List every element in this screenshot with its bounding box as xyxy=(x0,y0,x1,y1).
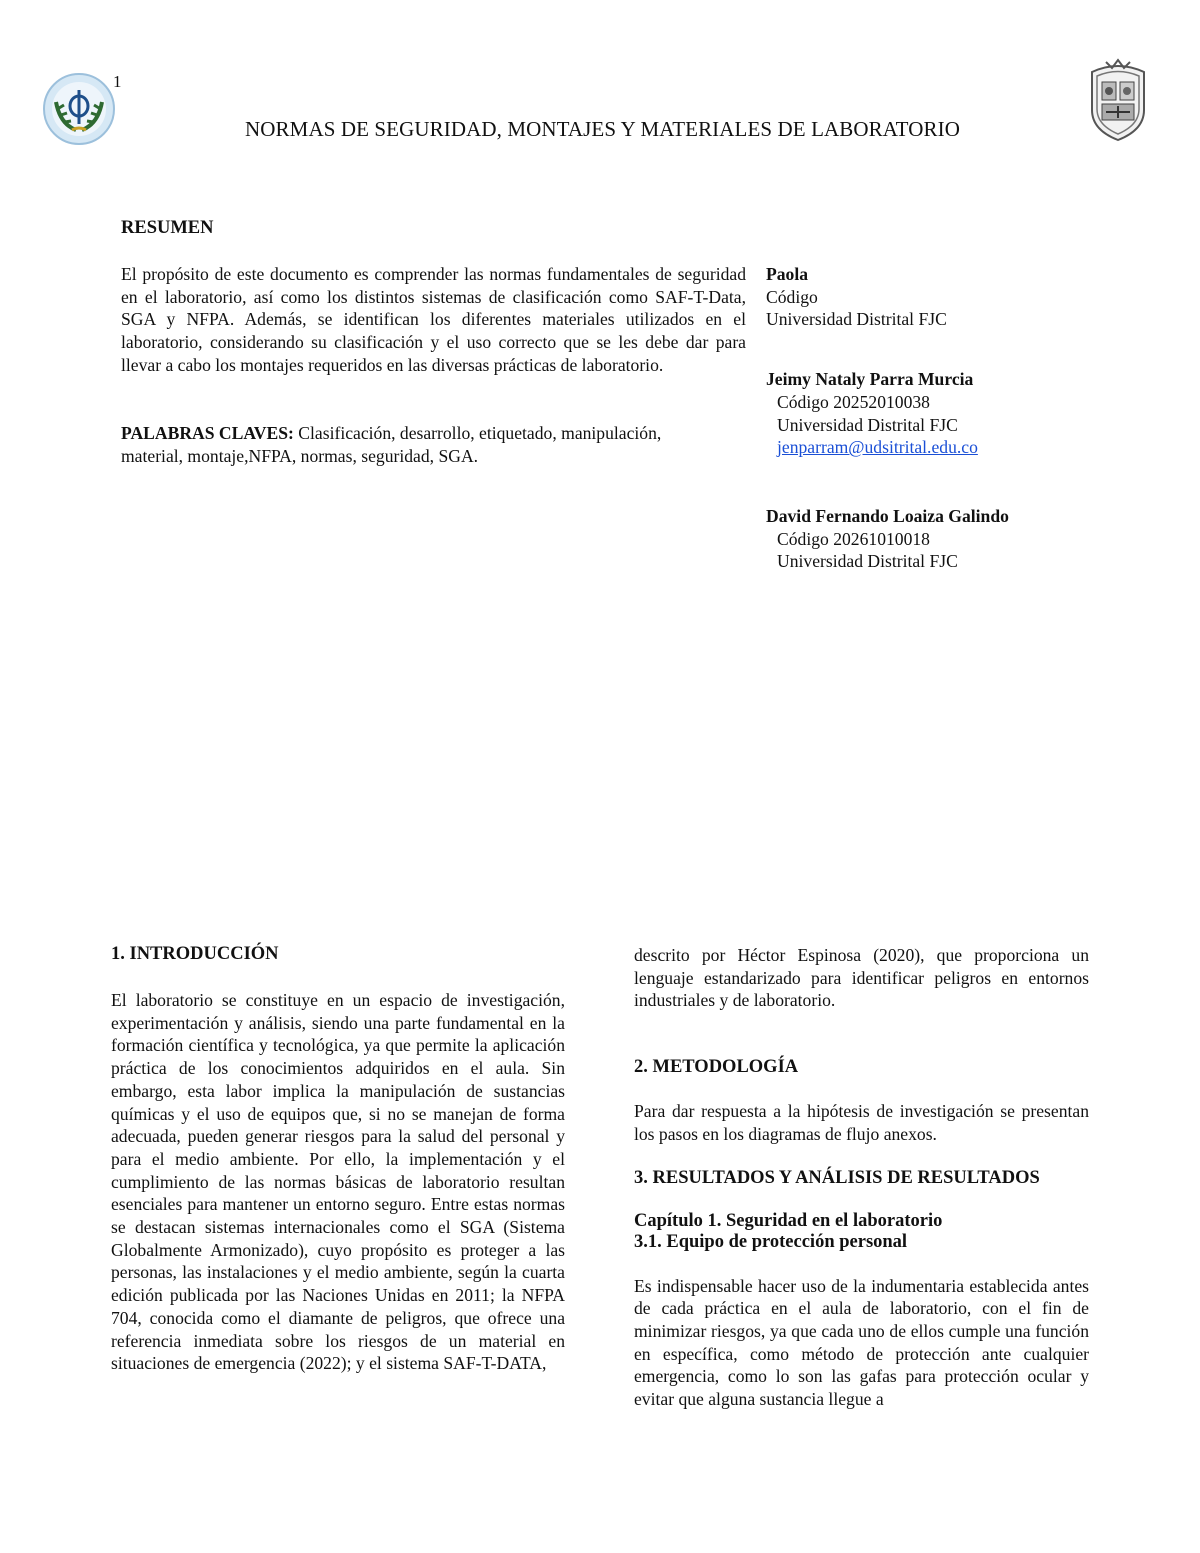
abstract-heading: RESUMEN xyxy=(121,218,214,238)
results-body: Es indispensable hacer uso de la indumentaria establecida antes de cada práctica en el aula de laboratorio, con el fin de minimizar riesgos, ya que cada uno de ellos cumple una función en específica, como método de protección ante cualquier emergencia, como lo son las gafas para protección ocular y evitar que alguna sustancia llegue a xyxy=(634,1275,1089,1410)
author-code: Código xyxy=(766,286,818,307)
author-1 xyxy=(766,263,1066,331)
author-university: Universidad Distrital FJC xyxy=(766,309,947,330)
author-name: David Fernando Loaiza Galindo xyxy=(766,505,1009,526)
introduction-body: El laboratorio se constituye en un espacio de investigación, experimentación y análisis, siendo una parte fundamental en la formación científica y tecnológica, ya que permite la aplicación práctica de los conocimientos adquiridos en el aula. Sin embargo, esta labor implica la manipulación de sustancias químicas y el uso de equipos que, si no se manejan de forma adecuada, pueden generar riesgos para la salud del personal y para el medio ambiente. Por ello, la implementación y el cumplimiento de las normas básicas de laboratorio resultan esenciales para mantener un entorno seguro. Entre estas normas se destacan sistemas internacionales como el SGA (Sistema Globalmente Armonizado), cuyo propósito es proteger a las personas, las instalaciones y el medio ambiente, según la cuarta edición publicada por las Naciones Unidas en 2011; la NFPA 704, conocida como el diamante de peligros, que ofrece una referencia inmediata sobre los riesgos de un material en situaciones de emergencia (2022); y el sistema SAF-T-DATA, xyxy=(111,990,565,1374)
author-university: Universidad Distrital FJC xyxy=(777,551,958,572)
keywords-text: Clasificación, desarrollo, etiquetado, manipulación, material, montaje,NFPA, normas, seguridad, SGA. xyxy=(121,423,662,466)
author-code: Código 20252010038 xyxy=(777,391,930,412)
document-title: NORMAS DE SEGURIDAD, MONTAJES Y MATERIALES DE LABORATORIO xyxy=(245,117,960,141)
results-heading: 3. RESULTADOS Y ANÁLISIS DE RESULTADOS xyxy=(634,1167,1040,1188)
author-university: Universidad Distrital FJC xyxy=(777,414,958,435)
methodology-heading: 2. METODOLOGÍA xyxy=(634,1057,799,1078)
author-name: Jeimy Nataly Parra Murcia xyxy=(766,369,974,390)
authors-column xyxy=(766,263,1066,573)
methodology-body: Para dar respuesta a la hipótesis de investigación se presentan los pasos en los diagramas de flujo anexos. xyxy=(634,1101,1089,1144)
introduction-continuation: descrito por Héctor Espinosa (2020), que proporciona un lenguaje estandarizado para identificar peligros en entornos industriales y de laboratorio. xyxy=(634,945,1089,1011)
author-name: Paola xyxy=(766,264,809,284)
chapter-heading: Capítulo 1. Seguridad en el laboratorio xyxy=(634,1210,943,1231)
author-code: Código 20261010018 xyxy=(777,528,930,549)
author-2 xyxy=(766,368,1066,459)
keywords-paragraph xyxy=(121,422,681,467)
author-email-link[interactable]: jenparram@udsitrital.edu.co xyxy=(777,437,978,458)
page-number: 1 xyxy=(113,72,122,91)
subsection-heading: 3.1. Equipo de protección personal xyxy=(634,1231,908,1252)
abstract-body: El propósito de este documento es comprender las normas fundamentales de seguridad en el laboratorio, así como los distintos sistemas de clasificación como SAF-T-Data, SGA y NFPA. Además, se identifican los diferentes materiales utilizados en el laboratorio, considerando su clasificación y el uso correcto que se les debe dar para llevar a cabo los montajes requeridos en las diversas prácticas de laboratorio. xyxy=(121,264,746,375)
keywords-label: PALABRAS CLAVES: xyxy=(121,423,294,443)
introduction-heading: 1. INTRODUCCIÓN xyxy=(111,944,279,964)
left-column xyxy=(111,944,565,1375)
author-3 xyxy=(766,505,1066,573)
right-column xyxy=(634,944,1089,1411)
